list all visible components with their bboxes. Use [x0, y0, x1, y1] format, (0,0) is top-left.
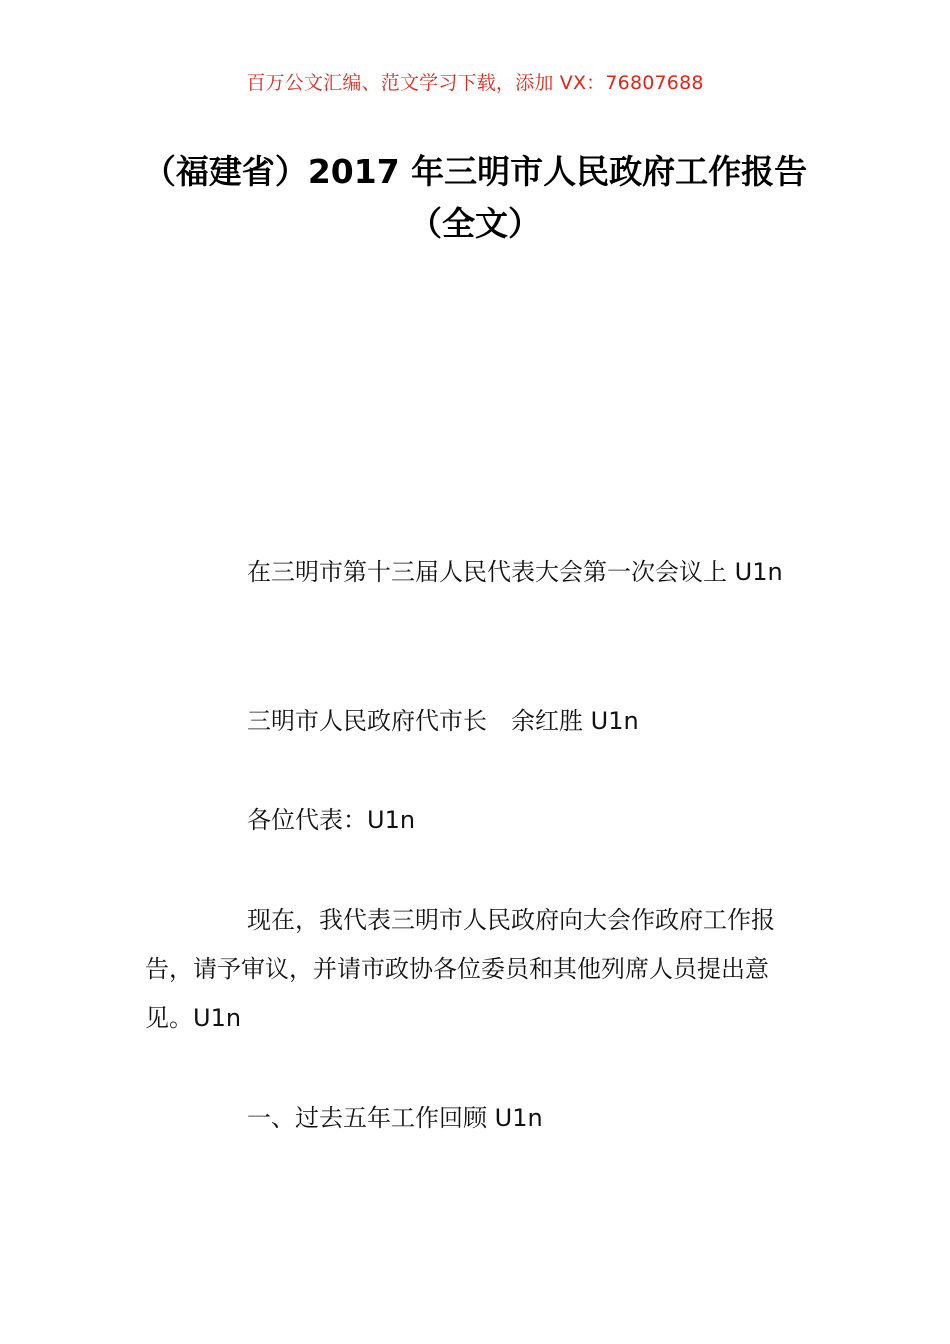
paragraph-intro: 现在，我代表三明市人民政府向大会作政府工作报告，请予审议，并请市政协各位委员和其他列席人员提出意见。U1n [145, 906, 775, 1032]
paragraph-speaker-line: 三明市人民政府代市长 余红胜 U1n [247, 707, 639, 735]
paragraph-salutation: 各位代表：U1n [247, 806, 416, 834]
paragraph-meeting-line: 在三明市第十三届人民代表大会第一次会议上 U1n [247, 558, 783, 586]
document-title: （福建省）2017 年三明市人民政府工作报告（全文） [142, 152, 808, 243]
header-promo-note: 百万公文汇编、范文学习下载，添加 VX：76807688 [246, 72, 704, 94]
section-heading-review: 一、过去五年工作回顾 U1n [247, 1104, 543, 1132]
